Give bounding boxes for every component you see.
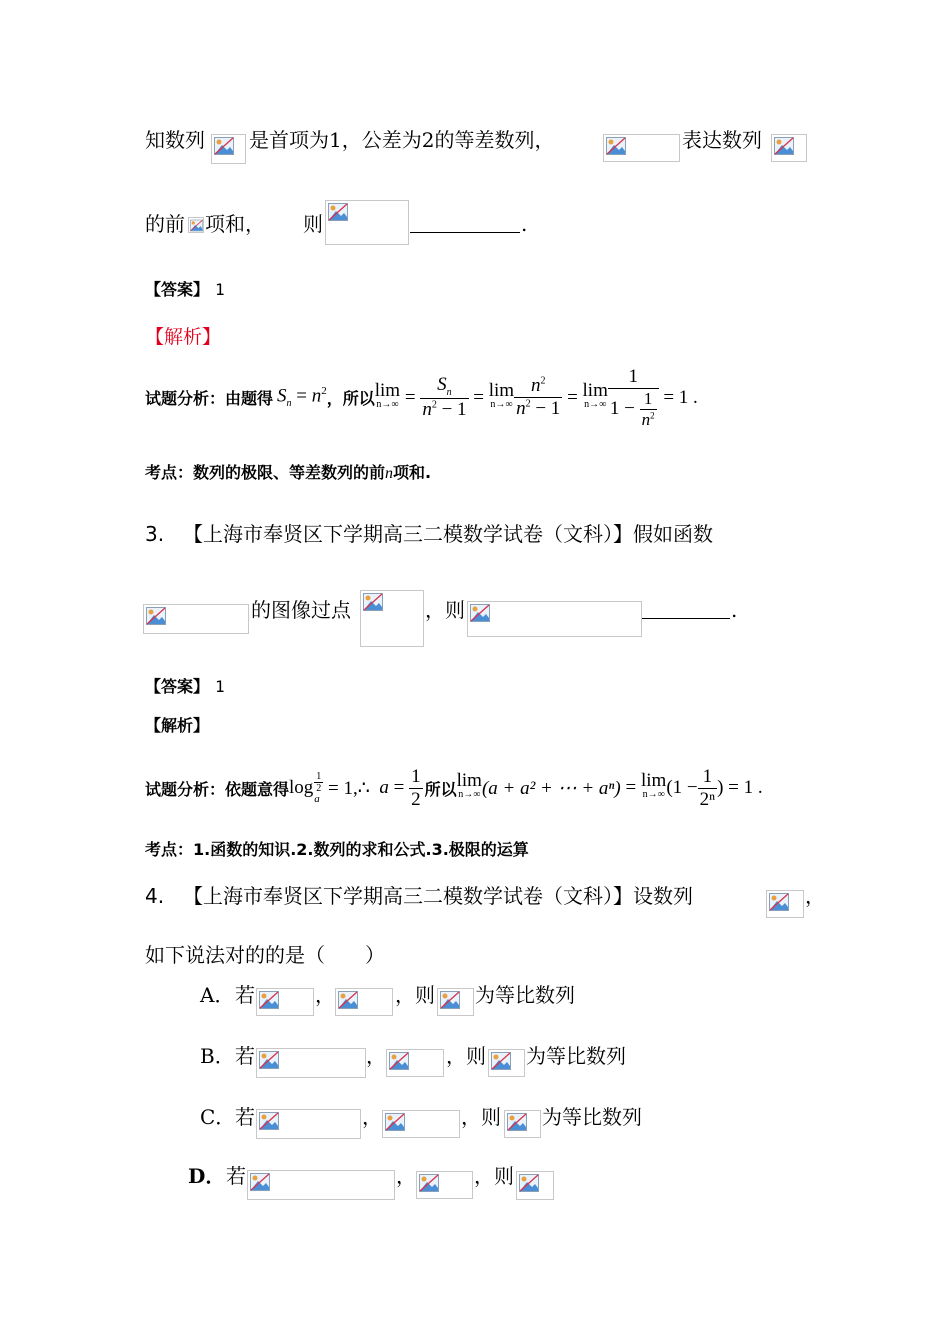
broken-image-icon	[143, 604, 249, 634]
option-text: 若	[235, 1044, 255, 1068]
q3-number: 3.	[145, 522, 165, 546]
q2-text-3: 表达数列	[682, 128, 762, 152]
q3-source: 【上海市奉贤区下学期高三二模数学试卷（文科）】假如函数	[183, 522, 713, 546]
broken-image-icon	[256, 1048, 366, 1078]
answer-blank	[642, 618, 730, 619]
option-text: 若	[226, 1164, 246, 1188]
broken-image-icon	[256, 1109, 361, 1139]
analysis-intro: 试题分析：由题得	[145, 389, 274, 408]
answer-blank	[410, 232, 520, 233]
broken-image-icon	[437, 988, 474, 1016]
q2-text-6: 则	[303, 212, 323, 236]
q3-text-1: 的图像过点	[251, 598, 351, 622]
answer-value: 1	[215, 280, 225, 299]
broken-image-icon	[211, 134, 246, 164]
option-text: ，	[362, 1105, 382, 1129]
comma: ，	[805, 884, 825, 908]
broken-image-icon	[488, 1049, 525, 1077]
answer-value: 1	[215, 677, 225, 696]
q4-stem: 如下说法对的的是（ ）	[145, 943, 385, 967]
option-label: A．	[200, 983, 235, 1007]
broken-image-icon	[247, 1170, 395, 1200]
q2-text-5: 项和，	[205, 212, 265, 236]
broken-image-icon	[382, 1110, 460, 1138]
broken-image-icon	[766, 890, 804, 918]
q3-text-2: ，则	[425, 598, 465, 622]
period: .	[731, 598, 738, 622]
q2-text-2: 是首项为1，公差为2的等差数列，	[249, 128, 555, 152]
answer-label: 【答案】	[145, 677, 210, 696]
option-text: ，则	[395, 983, 435, 1007]
broken-image-icon	[325, 200, 409, 245]
analysis-label: 【解析】	[145, 716, 210, 735]
q2-analysis-formula: 试题分析：由题得 $S_n = n^2$ ，所以 lim n→∞ = $\frac{S_n}{n^2 - 1}$ = lim n→∞ $\frac{n^2}{n^2 - 1}$ = lim n→∞ 1 1 − $\frac{1}{n^2}$ = 1 .	[145, 365, 698, 429]
broken-image-icon	[467, 601, 642, 637]
option-text: 若	[235, 1105, 255, 1129]
broken-image-icon	[386, 1049, 444, 1077]
option-text: ，	[396, 1164, 416, 1188]
period: .	[521, 212, 528, 236]
option-label: D．	[188, 1164, 226, 1188]
q4-number: 4.	[145, 884, 165, 908]
q2-kaodian: 考点：数列的极限、等差数列的前n项和.	[145, 463, 432, 482]
broken-image-icon	[360, 590, 424, 647]
q4-source: 【上海市奉贤区下学期高三二模数学试卷（文科）】设数列	[183, 884, 693, 908]
option-text: ，则	[474, 1164, 514, 1188]
option-text: ，	[366, 1044, 386, 1068]
broken-image-icon	[416, 1171, 473, 1199]
option-text: ，	[315, 983, 335, 1007]
option-label: B．	[200, 1044, 235, 1068]
broken-image-icon	[256, 988, 314, 1016]
q3-kaodian: 考点：1.函数的知识.2.数列的求和公式.3.极限的运算	[145, 840, 529, 859]
broken-image-icon	[603, 134, 680, 162]
q3-analysis-formula: 试题分析：依题意得 log $\frac{1}{2}$ a = 1,∴ a = $\frac{1}{2}$ 所以 lim n→∞ (a + a² + ⋯ + aⁿ) = lim n→∞ (1 − $\frac{1}{\text{2ⁿ}}$ ) = 1 .	[145, 765, 763, 810]
option-text: 为等比数列	[475, 983, 575, 1007]
option-text: ，则	[446, 1044, 486, 1068]
q2-text-1: 知数列	[145, 128, 205, 152]
option-label: C．	[200, 1105, 236, 1129]
broken-image-icon	[771, 134, 807, 162]
option-text: 为等比数列	[526, 1044, 626, 1068]
broken-image-icon	[504, 1110, 541, 1138]
broken-image-icon	[516, 1171, 554, 1200]
answer-label: 【答案】	[145, 280, 210, 299]
q2-text-4: 的前	[145, 212, 185, 236]
broken-image-icon	[335, 988, 393, 1016]
option-text: 若	[235, 983, 255, 1007]
option-text: ，则	[461, 1105, 501, 1129]
analysis-label: 【解析】	[145, 326, 222, 348]
broken-image-icon	[188, 217, 204, 233]
option-text: 为等比数列	[542, 1105, 642, 1129]
